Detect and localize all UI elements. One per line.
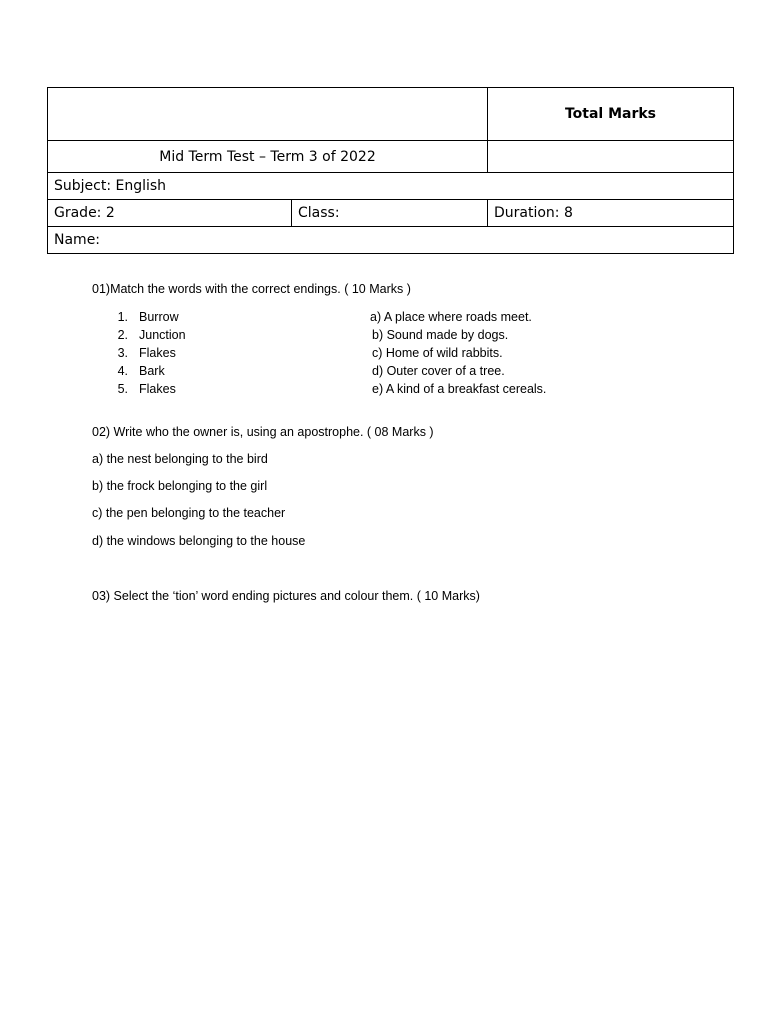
match-ending: c) Home of wild rabbits. <box>372 346 503 360</box>
question-3-title: 03) Select the ‘tion’ word ending pictures and colour them. ( 10 Marks) <box>92 589 480 603</box>
total-marks-label: Total Marks <box>488 88 734 141</box>
exam-header-table <box>47 87 734 254</box>
match-ending: d) Outer cover of a tree. <box>372 364 505 378</box>
question-1-title: 01)Match the words with the correct endings. ( 10 Marks ) <box>92 282 411 296</box>
match-word: Burrow <box>139 310 179 324</box>
match-number: 1. <box>117 310 128 324</box>
test-title: Mid Term Test – Term 3 of 2022 <box>48 141 488 173</box>
match-ending: e) A kind of a breakfast cereals. <box>372 382 547 396</box>
duration-field: Duration: 8 <box>488 200 734 227</box>
header-blank-cell <box>48 88 488 141</box>
name-field: Name: <box>48 227 734 254</box>
total-marks-box <box>488 141 734 173</box>
match-ending: a) A place where roads meet. <box>370 310 532 324</box>
match-word: Flakes <box>139 382 176 396</box>
grade-field: Grade: 2 <box>48 200 292 227</box>
match-number: 4. <box>117 364 128 378</box>
question-2-title: 02) Write who the owner is, using an apostrophe. ( 08 Marks ) <box>92 425 434 439</box>
match-word: Flakes <box>139 346 176 360</box>
match-number: 3. <box>117 346 128 360</box>
owner-item: a) the nest belonging to the bird <box>92 452 268 466</box>
owner-item: c) the pen belonging to the teacher <box>92 506 286 520</box>
match-word: Bark <box>139 364 165 378</box>
match-endings-list <box>370 308 546 398</box>
match-word: Junction <box>139 328 186 342</box>
subject-field: Subject: English <box>48 173 734 200</box>
owner-item: d) the windows belonging to the house <box>92 534 306 548</box>
match-number: 5. <box>117 382 128 396</box>
match-ending: b) Sound made by dogs. <box>372 328 509 342</box>
class-field: Class: <box>292 200 488 227</box>
match-number: 2. <box>117 328 128 342</box>
owner-item: b) the frock belonging to the girl <box>92 479 268 493</box>
